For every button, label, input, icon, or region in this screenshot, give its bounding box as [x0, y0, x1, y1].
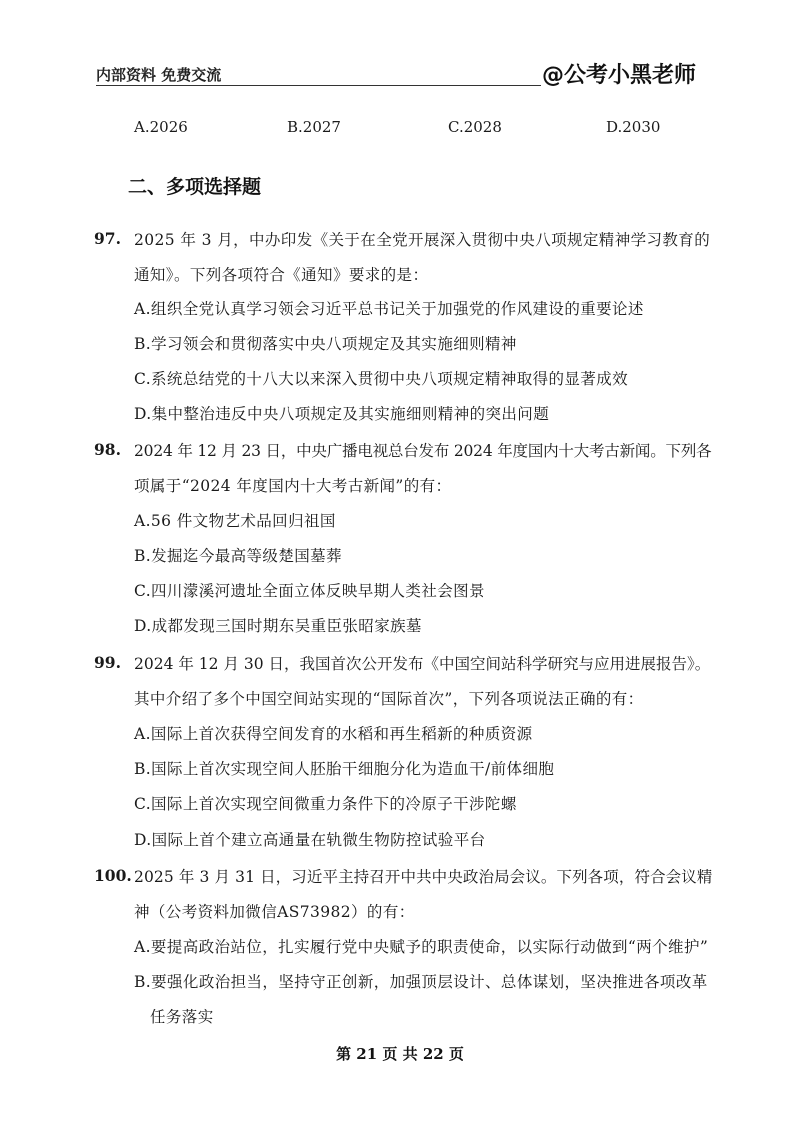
question-option: D.国际上首个建立高通量在轨微生物防控试验平台: [134, 831, 486, 849]
question-option: D.集中整治违反中央八项规定及其实施细则精神的突出问题: [134, 405, 550, 423]
header-left-text: 内部资料 免费交流: [96, 66, 222, 84]
question-stem-line: 2025 年 3 月，中办印发《关于在全党开展深入贯彻中央八项规定精神学习教育的: [134, 231, 711, 249]
option-b: B.2027: [287, 118, 341, 136]
question-stem-line: 2024 年 12 月 30 日，我国首次公开发布《中国空间站科学研究与应用进展报告》。: [134, 655, 711, 673]
question-stem-line: 通知》。下列各项符合《通知》要求的是：: [134, 266, 429, 284]
question-option: A.国际上首次获得空间发育的水稻和再生稻新的种质资源: [134, 725, 533, 743]
question-option: C.四川濛溪河遗址全面立体反映早期人类社会图景: [134, 582, 485, 600]
header-watermark: @公考小黑老师: [542, 63, 697, 88]
question-stem-line: 2024 年 12 月 23 日，中央广播电视总台发布 2024 年度国内十大考古新闻。下列各: [134, 442, 712, 460]
question-stem-line: 2025 年 3 月 31 日，习近平主持召开中共中央政治局会议。下列各项，符合会议精: [134, 868, 713, 886]
question-option: A.要提高政治站位，扎实履行党中央赋予的职责使命，以实际行动做到“两个维护”: [134, 938, 709, 956]
question-option: B.学习领会和贯彻落实中央八项规定及其实施细则精神: [134, 335, 517, 353]
previous-question-options: [0, 118, 800, 142]
question-number: 99.: [94, 653, 121, 672]
question-option: C.国际上首次实现空间微重力条件下的冷原子干涉陀螺: [134, 795, 517, 813]
option-c: C.2028: [448, 118, 502, 136]
question-stem-line: 神（公考资料加微信AS73982）的有：: [134, 903, 415, 921]
question-option: D.成都发现三国时期东吴重臣张昭家族墓: [134, 617, 422, 635]
header-rule: [96, 85, 541, 86]
question-stem-line: 其中介绍了多个中国空间站实现的“国际首次”，下列各项说法正确的有：: [134, 690, 644, 708]
question-option: A.56 件文物艺术品回归祖国: [134, 512, 336, 530]
question-option: B.国际上首次实现空间人胚胎干细胞分化为造血干/前体细胞: [134, 760, 555, 778]
question-stem-line: 项属于“2024 年度国内十大考古新闻”的有：: [134, 477, 452, 495]
option-d: D.2030: [606, 118, 661, 136]
section-title: 二、多项选择题: [128, 176, 262, 198]
question-option: B.发掘迄今最高等级楚国墓葬: [134, 547, 342, 565]
question-option: B.要强化政治担当，坚持守正创新，加强顶层设计、总体谋划，坚决推进各项改革: [134, 973, 708, 991]
question-option: A.组织全党认真学习领会习近平总书记关于加强党的作风建设的重要论述: [134, 300, 644, 318]
page-footer: 第 21 页 共 22 页: [336, 1045, 464, 1063]
question-number: 97.: [94, 229, 121, 248]
option-a: A.2026: [134, 118, 188, 136]
question-option: C.系统总结党的十八大以来深入贯彻中央八项规定精神取得的显著成效: [134, 370, 629, 388]
question-number: 100.: [94, 866, 132, 885]
question-number: 98.: [94, 440, 121, 459]
question-option-continuation: 任务落实: [150, 1008, 214, 1026]
